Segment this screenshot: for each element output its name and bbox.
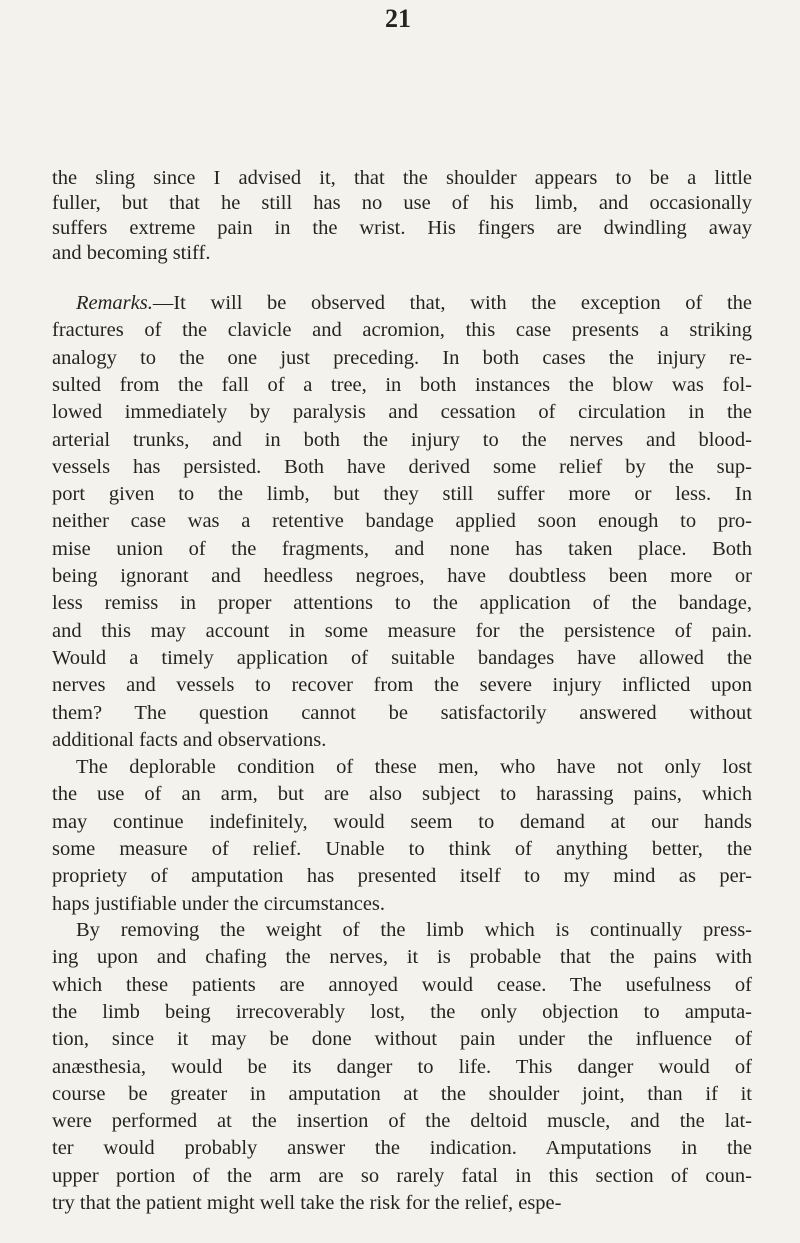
text-line: ter would probably answer the indication. Amputations in the — [52, 1137, 752, 1160]
text-line: lowed immediately by paralysis and cessation of circulation in the — [52, 401, 752, 424]
text-line: port given to the limb, but they still suffer more or less. In — [52, 483, 752, 506]
text-line: and this may account in some measure for the persistence of pain. — [52, 619, 752, 642]
text-line: additional facts and observations. — [52, 728, 327, 751]
text-line: anæsthesia, would be its danger to life. This danger would of — [52, 1055, 752, 1078]
text-line: fractures of the clavicle and acromion, this case presents a striking — [52, 319, 752, 342]
text-line: analogy to the one just preceding. In both cases the injury re- — [52, 346, 752, 369]
text-line: some measure of relief. Unable to think of anything better, the — [52, 837, 752, 860]
page-number: 21 — [385, 4, 411, 33]
text-line: haps justifiable under the circumstances. — [52, 892, 386, 915]
text-line: nerves and vessels to recover from the severe injury inflicted upon — [52, 674, 752, 697]
text-line: them? The question cannot be satisfactorily answered without — [52, 701, 752, 724]
text-line: the sling since I advised it, that the shoulder appears to be a little — [52, 167, 752, 189]
text-line: and becoming stiff. — [52, 242, 211, 264]
text-line: By removing the weight of the limb which is continually press- — [76, 919, 752, 941]
text-line: suffers extreme pain in the wrist. His fingers are dwindling away — [52, 217, 752, 239]
text-line: upper portion of the arm are so rarely fatal in this section of coun- — [52, 1164, 752, 1187]
text-line: try that the patient might well take the risk for the relief, espe- — [52, 1192, 562, 1214]
text-line: which these patients are annoyed would cease. The usefulness of — [52, 973, 752, 996]
text-line: propriety of amputation has presented itself to my mind as per- — [52, 865, 752, 888]
text-line: fuller, but that he still has no use of his limb, and occasionally — [52, 192, 752, 214]
text-line: less remiss in proper attentions to the application of the bandage, — [52, 592, 752, 615]
text-line: neither case was a retentive bandage applied soon enough to pro- — [52, 510, 752, 533]
text-line: course be greater in amputation at the shoulder joint, than if it — [52, 1082, 752, 1105]
text-line: may continue indefinitely, would seem to demand at our hands — [52, 810, 752, 833]
text-line: tion, since it may be done without pain under the influence of — [52, 1028, 752, 1051]
text-line: the limb being irrecoverably lost, the only objection to amputa- — [52, 1000, 752, 1023]
text-line: ing upon and chafing the nerves, it is probable that the pains with — [52, 946, 752, 969]
text-line: Would a timely application of suitable bandages have allowed the — [52, 646, 752, 669]
text-line: vessels has persisted. Both have derived some relief by the sup- — [52, 455, 752, 478]
text-line: being ignorant and heedless negroes, have doubtless been more or — [52, 565, 752, 587]
remarks-heading: Remarks. — [76, 292, 153, 314]
text-line: mise union of the fragments, and none has taken place. Both — [52, 537, 752, 560]
text-line: the use of an arm, but are also subject to harassing pains, which — [52, 783, 752, 806]
text-line — [76, 291, 752, 315]
line-text: —It will be observed that, with the exception of the — [152, 292, 752, 314]
text-line: The deplorable condition of these men, who have not only lost — [76, 756, 752, 778]
text-line: arterial trunks, and in both the injury to the nerves and blood- — [52, 428, 752, 451]
text-line: were performed at the insertion of the deltoid muscle, and the lat- — [52, 1110, 752, 1133]
text-line: sulted from the fall of a tree, in both instances the blow was fol- — [52, 373, 752, 396]
